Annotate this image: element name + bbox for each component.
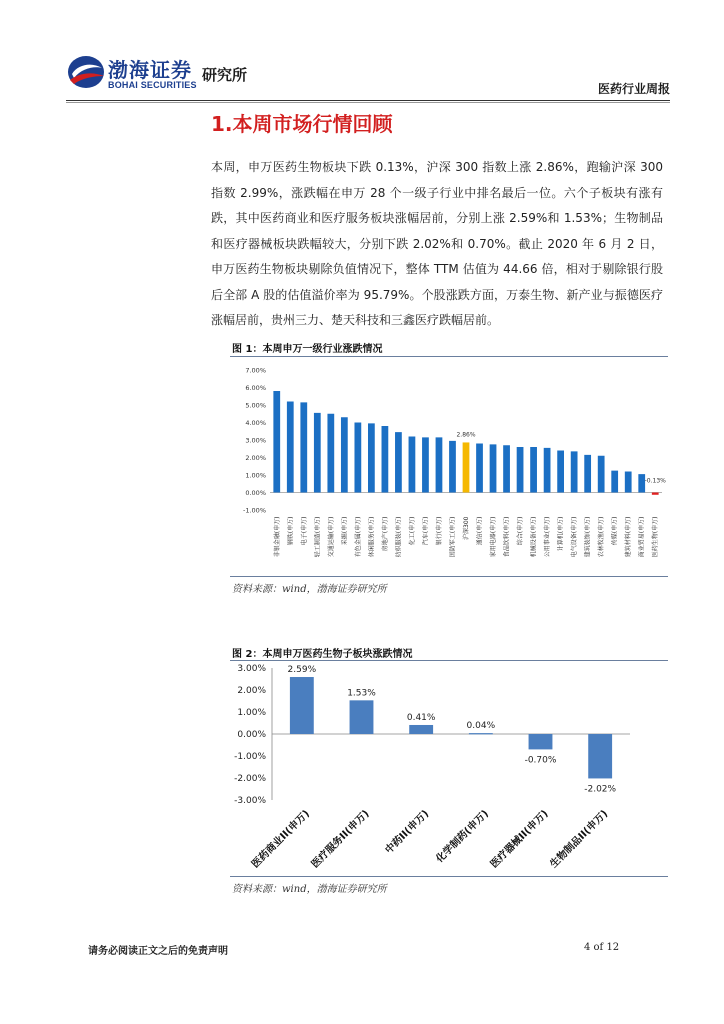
chart2-ytick-label: -2.00% — [234, 774, 266, 784]
chart1-bar — [327, 414, 334, 493]
chart1-bar — [300, 402, 307, 492]
chart1-category-label: 纺织服装(申万) — [395, 516, 403, 558]
figure1-bottom-rule — [230, 576, 668, 577]
chart1-category-label: 汽车(申万) — [422, 516, 430, 546]
figure2-bottom-rule — [230, 876, 668, 877]
chart1-bar — [652, 493, 659, 495]
chart1-ytick-label: 3.00% — [245, 436, 266, 445]
chart1-category-label: 商业贸易(申万) — [638, 516, 646, 558]
chart1-bar — [503, 445, 510, 492]
chart1-bar — [409, 437, 416, 493]
chart1-bar — [611, 471, 618, 493]
header-divider-thin — [66, 102, 670, 103]
chart2-data-label: 0.41% — [406, 712, 436, 723]
chart2-data-label: 1.53% — [347, 688, 376, 699]
chart2-bar — [290, 677, 314, 734]
chart2-category-label: 医药商业II(申万) — [250, 808, 312, 871]
bohai-logo-icon — [66, 54, 106, 90]
chart1-category-label: 电子(申万) — [300, 516, 308, 546]
chart1-bar — [557, 451, 564, 493]
chart2-category-label: 化学制药(申万) — [434, 808, 491, 866]
chart1-bar — [517, 447, 524, 493]
chart1-category-label: 银行(申万) — [435, 516, 443, 546]
chart1-ytick-label: 2.00% — [245, 454, 266, 462]
figure2-source: 资料来源：wind，渤海证券研究所 — [232, 884, 387, 895]
chart1-data-label: -0.13% — [644, 477, 666, 485]
page-header — [66, 52, 670, 102]
chart2-ytick-label: -3.00% — [234, 796, 266, 806]
chart1-category-label: 家用电器(申万) — [490, 516, 498, 558]
chart2-data-label: -0.70% — [524, 755, 557, 766]
chart2-category-label: 医疗器械II(申万) — [488, 808, 551, 871]
logo-chinese-name: 渤海证券 — [108, 58, 192, 82]
chart1-category-label: 轻工制造(申万) — [314, 516, 322, 558]
chart2-ytick-label: 1.00% — [237, 708, 266, 718]
report-type: 医药行业周报 — [597, 82, 670, 96]
chart1-ytick-label: 4.00% — [245, 419, 266, 427]
footer-page-number: 4 of 12 — [584, 942, 620, 953]
chart2-data-label: 2.59% — [287, 665, 317, 676]
chart1-category-label: 食品饮料(申万) — [503, 516, 511, 558]
chart1-category-label: 国防军工(申万) — [449, 516, 457, 558]
chart1-bar — [530, 447, 537, 493]
chart1-category-label: 建筑材料(申万) — [625, 516, 633, 558]
chart1-ytick-label: -1.00% — [243, 506, 266, 515]
chart1-category-label: 沪深300 — [463, 516, 470, 540]
chart1-category-label: 有色金属(申万) — [354, 516, 362, 558]
institute-label: 研究所 — [202, 66, 248, 84]
chart2-data-label: -2.02% — [584, 784, 617, 795]
chart2-bar — [350, 700, 374, 734]
chart1-ytick-label: 1.00% — [245, 471, 266, 480]
chart1-bar — [368, 423, 375, 492]
chart1-bar — [422, 437, 429, 492]
chart1-category-label: 机械设备(申万) — [530, 516, 538, 558]
chart2-category-label: 医疗服务II(申万) — [309, 808, 372, 871]
chart1-bar — [287, 402, 294, 493]
chart1-category-label: 农林牧渔(申万) — [598, 516, 606, 558]
chart2-bar — [588, 734, 612, 778]
footer-disclaimer: 请务必阅读正文之后的免责声明 — [88, 946, 228, 957]
chart1-bar — [341, 417, 348, 492]
chart2-bar — [409, 725, 433, 734]
chart1-ytick-label: 0.00% — [245, 489, 266, 497]
header-divider — [66, 100, 670, 101]
chart1-bar — [314, 413, 321, 493]
chart1-category-label: 非银金融(申万) — [273, 516, 281, 558]
chart1-bar — [584, 455, 591, 493]
chart2-category-label: 中药II(申万) — [383, 808, 432, 857]
chart2-bar — [469, 733, 493, 734]
chart1-category-label: 电气设备(申万) — [571, 516, 579, 558]
chart1-category-label: 公用事业(申万) — [544, 516, 552, 558]
chart1-bar — [598, 456, 605, 493]
chart1-category-label: 钢铁(申万) — [287, 516, 295, 546]
chart1-bar — [354, 423, 361, 493]
figure2-chart — [230, 662, 668, 876]
chart1-bar — [544, 448, 551, 493]
chart1-bar — [273, 391, 280, 493]
chart1-category-label: 建筑装饰(申万) — [584, 516, 592, 558]
chart1-bar — [625, 472, 632, 493]
chart1-category-label: 化工(申万) — [408, 516, 416, 546]
chart1-bar — [490, 444, 497, 492]
chart1-category-label: 通信(申万) — [476, 516, 484, 546]
logo-english-name: BOHAI SECURITIES — [108, 80, 197, 90]
chart1-category-label: 计算机(申万) — [557, 516, 565, 552]
figure1-source: 资料来源：wind，渤海证券研究所 — [232, 584, 387, 595]
chart2-category-label: 生物制品II(申万) — [548, 808, 611, 871]
chart2-ytick-label: 0.00% — [237, 730, 266, 740]
chart1-category-label: 采掘(申万) — [341, 516, 349, 546]
chart1-bar — [476, 444, 483, 493]
chart1-ytick-label: 6.00% — [245, 384, 266, 392]
chart1-bar — [463, 442, 470, 492]
chart1-data-label: 2.86% — [456, 431, 476, 439]
chart1-category-label: 传媒(申万) — [611, 516, 619, 546]
chart1-bar — [436, 437, 443, 492]
figure2-title: 图 2：本周申万医药生物子板块涨跌情况 — [232, 649, 413, 660]
chart2-ytick-label: 3.00% — [237, 664, 266, 674]
chart2-data-label: 0.04% — [466, 721, 496, 732]
chart1-category-label: 医药生物(申万) — [652, 516, 660, 558]
figure1-title: 图 1：本周申万一级行业涨跌情况 — [232, 344, 383, 355]
chart1-category-label: 休闲服务(申万) — [368, 516, 376, 558]
section-title: 1.本周市场行情回顾 — [211, 112, 393, 136]
chart1-bar — [449, 441, 456, 493]
chart1-category-label: 综合(申万) — [517, 516, 525, 546]
figure1-top-rule — [230, 356, 668, 357]
chart1-bar — [382, 426, 389, 493]
chart1-ytick-label: 7.00% — [245, 366, 266, 375]
chart1-category-label: 交通运输(申万) — [327, 516, 335, 558]
chart1-category-label: 房地产(申万) — [381, 516, 389, 552]
chart2-bar — [529, 734, 553, 749]
figure2-top-rule — [230, 660, 668, 661]
chart2-ytick-label: -1.00% — [234, 752, 266, 762]
figure1-chart — [230, 360, 668, 575]
chart1-ytick-label: 5.00% — [245, 401, 266, 410]
section-paragraph: 本周，申万医药生物板块下跌 0.13%，沪深 300 指数上涨 2.86%，跑输沪深 300 指数 2.99%，涨跌幅在申万 28 个一级子行业中排名最后一位。六个子板块有涨有跌，其中医药商业和医疗服务板块涨幅居前，分别上涨 2.59%和 1.53%；生物制品和医疗器械板块跌幅较大，分别下跌 2.02%和 0.70%。截止 2020 年 6 月 2 日，申万医药生物板块剔除负值情况下，整体 TTM 估值为 44.66 倍，相对于剔除银行股后全部 A 股的估值溢价率为 95.79%。个股涨跌方面，万泰生物、新产业与振德医疗涨幅居前，贵州三力、楚天科技和三鑫医疗跌幅居前。 — [211, 160, 663, 327]
chart1-bar — [395, 432, 402, 492]
chart1-bar — [571, 451, 578, 492]
chart2-ytick-label: 2.00% — [237, 686, 266, 696]
